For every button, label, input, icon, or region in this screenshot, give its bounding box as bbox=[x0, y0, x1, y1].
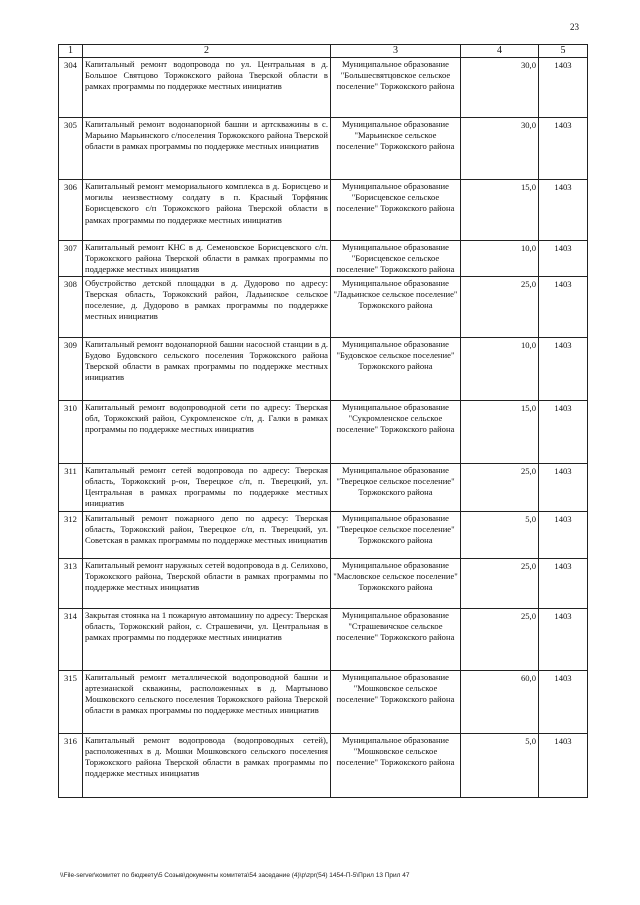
project-description: Капитальный ремонт металлической водопроводной башни и артезианской скважины, расположенных в д. Мартыново Мошковского сельского поселения Торжокского района Тверской области в рамках программы по поддержке местных инициатив bbox=[83, 670, 331, 733]
header-col-5: 5 bbox=[539, 45, 588, 58]
table-row bbox=[59, 180, 588, 241]
project-description: Капитальный ремонт пожарного депо по адресу: Тверская область, Торжокский район, Тверецкое с/п, п. Тверецкий, ул. Советская в рамках программы по поддержке местных инициатив bbox=[83, 511, 331, 558]
table-row bbox=[59, 241, 588, 277]
row-number: 304 bbox=[59, 58, 83, 118]
table-row bbox=[59, 118, 588, 180]
section-code: 1403 bbox=[539, 118, 588, 180]
table-row bbox=[59, 670, 588, 733]
row-number: 306 bbox=[59, 180, 83, 241]
project-description: Капитальный ремонт водопроводной сети по адресу: Тверская обл, Торжокский район, Сукромленское с/п, д. Галки в рамках программы по поддержке местных инициатив bbox=[83, 400, 331, 463]
project-description: Капитальный ремонт мемориального комплекса в д. Борисцево и могилы неизвестному солдату в п. Красный Торфяник Борисцевского с/п Торжокского района Тверской области в рамках программы по поддержке местных инициатив bbox=[83, 180, 331, 241]
municipality: Муниципальное образование "Большесвятцовское сельское поселение" Торжокского района bbox=[331, 58, 461, 118]
row-number: 308 bbox=[59, 276, 83, 337]
table-row bbox=[59, 58, 588, 118]
municipality: Муниципальное образование "Масловское сельское поселение" Торжокского района bbox=[331, 558, 461, 608]
section-code: 1403 bbox=[539, 733, 588, 797]
appropriations-table bbox=[58, 44, 588, 798]
row-number: 305 bbox=[59, 118, 83, 180]
project-description: Капитальный ремонт водонапорной башни насосной станции в д. Будово Будовского сельского поселения Торжокского района Тверской области в рамках программы по поддержке местных инициатив bbox=[83, 337, 331, 400]
header-row bbox=[59, 45, 588, 58]
project-description: Капитальный ремонт водонапорной башни и артскважины в с. Марьино Марьинского с/поселения Торжокского района Тверской области в рамках программы по поддержке местных инициатив bbox=[83, 118, 331, 180]
section-code: 1403 bbox=[539, 558, 588, 608]
project-description: Капитальный ремонт КНС в д. Семеновское Борисцевского с/п. Торжокского района Тверской области в рамках программы по поддержке местных инициатив bbox=[83, 241, 331, 277]
amount: 10,0 bbox=[461, 337, 539, 400]
municipality: Муниципальное образование "Будовское сельское поселение" Торжокского района bbox=[331, 337, 461, 400]
section-code: 1403 bbox=[539, 608, 588, 670]
municipality: Муниципальное образование "Марьинское сельское поселение" Торжокского района bbox=[331, 118, 461, 180]
municipality: Муниципальное образование "Страшевичское сельское поселение" Торжокского района bbox=[331, 608, 461, 670]
project-description: Закрытая стоянка на 1 пожарную автомашину по адресу: Тверская область, Торжокский район, с. Страшевичи, ул. Центральная в рамках программы по поддержке местных инициатив bbox=[83, 608, 331, 670]
row-number: 311 bbox=[59, 463, 83, 511]
row-number: 313 bbox=[59, 558, 83, 608]
amount: 25,0 bbox=[461, 558, 539, 608]
amount: 15,0 bbox=[461, 400, 539, 463]
row-number: 315 bbox=[59, 670, 83, 733]
header-col-4: 4 bbox=[461, 45, 539, 58]
amount: 25,0 bbox=[461, 608, 539, 670]
municipality: Муниципальное образование "Борисцевское сельское поселение" Торжокского района bbox=[331, 241, 461, 277]
row-number: 310 bbox=[59, 400, 83, 463]
page-number: 23 bbox=[570, 22, 579, 32]
municipality: Муниципальное образование "Мошковское сельское поселение" Торжокского района bbox=[331, 670, 461, 733]
amount: 15,0 bbox=[461, 180, 539, 241]
amount: 30,0 bbox=[461, 118, 539, 180]
header-col-1: 1 bbox=[59, 45, 83, 58]
project-description: Капитальный ремонт водопровода (водопроводных сетей), расположенных в д. Мошки Мошковского сельского поселения Торжокского района Тверской области в рамках программы по поддержке местных инициатив bbox=[83, 733, 331, 797]
section-code: 1403 bbox=[539, 180, 588, 241]
section-code: 1403 bbox=[539, 463, 588, 511]
amount: 5,0 bbox=[461, 733, 539, 797]
row-number: 316 bbox=[59, 733, 83, 797]
section-code: 1403 bbox=[539, 511, 588, 558]
amount: 25,0 bbox=[461, 463, 539, 511]
table-row bbox=[59, 400, 588, 463]
section-code: 1403 bbox=[539, 276, 588, 337]
municipality: Муниципальное образование "Сукромленское сельское поселение" Торжокского района bbox=[331, 400, 461, 463]
row-number: 309 bbox=[59, 337, 83, 400]
amount: 25,0 bbox=[461, 276, 539, 337]
row-number: 307 bbox=[59, 241, 83, 277]
table-row bbox=[59, 463, 588, 511]
municipality: Муниципальное образование "Борисцевское сельское поселение" Торжокского района bbox=[331, 180, 461, 241]
amount: 5,0 bbox=[461, 511, 539, 558]
row-number: 312 bbox=[59, 511, 83, 558]
municipality: Муниципальное образование "Мошковское сельское поселение" Торжокского района bbox=[331, 733, 461, 797]
municipality: Муниципальное образование "Ладьинское сельское поселение" Торжокского района bbox=[331, 276, 461, 337]
header-col-2: 2 bbox=[83, 45, 331, 58]
table-row bbox=[59, 337, 588, 400]
file-path-footer: \\File-server\комитет по бюджету\5 Созыв\документы комитета\54 заседание (4)\p\zpr(54) 1454-П-5\Прил 13 Прил 47 bbox=[60, 872, 410, 879]
municipality: Муниципальное образование "Тверецкое сельское поселение" Торжокского района bbox=[331, 511, 461, 558]
table-row bbox=[59, 608, 588, 670]
amount: 60,0 bbox=[461, 670, 539, 733]
section-code: 1403 bbox=[539, 58, 588, 118]
project-description: Обустройство детской площадки в д. Дудорово по адресу: Тверская область, Торжокский район, Ладьинское сельское поселение, д. Дудорово в рамках программы по поддержке местных инициатив bbox=[83, 276, 331, 337]
amount: 10,0 bbox=[461, 241, 539, 277]
amount: 30,0 bbox=[461, 58, 539, 118]
table-row bbox=[59, 276, 588, 337]
table-row bbox=[59, 511, 588, 558]
table-row bbox=[59, 733, 588, 797]
section-code: 1403 bbox=[539, 337, 588, 400]
section-code: 1403 bbox=[539, 241, 588, 277]
project-description: Капитальный ремонт водопровода по ул. Центральная в д. Большое Святцово Торжокского района Тверской области в рамках программы по поддержке местных инициатив bbox=[83, 58, 331, 118]
section-code: 1403 bbox=[539, 670, 588, 733]
municipality: Муниципальное образование "Тверецкое сельское поселение" Торжокского района bbox=[331, 463, 461, 511]
section-code: 1403 bbox=[539, 400, 588, 463]
project-description: Капитальный ремонт наружных сетей водопровода в д. Селихово, Торжокского района, Тверской области в рамках программы по поддержке местных инициатив bbox=[83, 558, 331, 608]
table-row bbox=[59, 558, 588, 608]
header-col-3: 3 bbox=[331, 45, 461, 58]
row-number: 314 bbox=[59, 608, 83, 670]
project-description: Капитальный ремонт сетей водопровода по адресу: Тверская область, Торжокский р-он, Тверецкое с/п, п. Тверецкий, ул. Центральная в рамках программы по поддержке местных инициатив bbox=[83, 463, 331, 511]
